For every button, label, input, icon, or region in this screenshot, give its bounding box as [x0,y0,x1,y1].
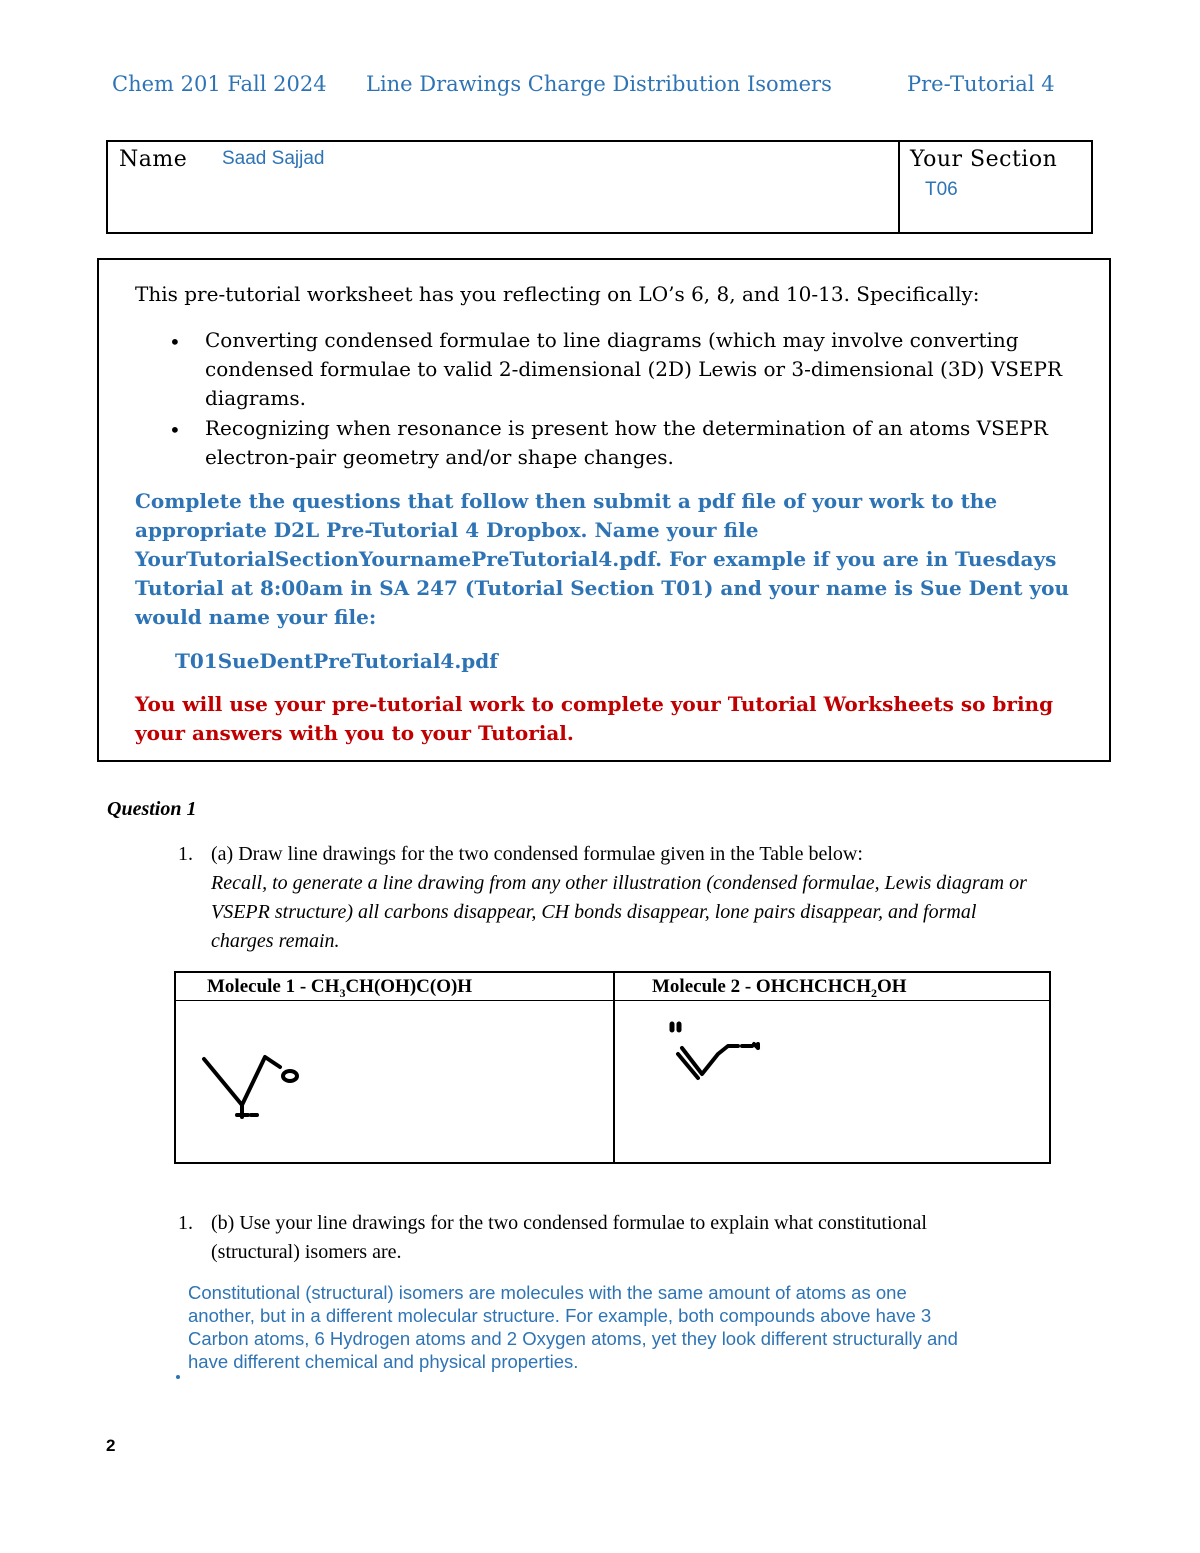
bullet-item: Converting condensed formulae to line diagrams (which may involve converting condensed formulae to valid 2-dimensional (2D) Lewis or 3-dimensional (3D) VSEPR diagrams. [205,328,1063,410]
bullet-icon: • [169,418,181,442]
intro-text: This pre-tutorial worksheet has you reflecting on LO’s 6, 8, and 10-13. Specifically: [135,282,980,306]
name-field[interactable]: Saad Sajjad [222,148,325,169]
part-b-answer[interactable]: Constitutional (structural) isomers are molecules with the same amount of atoms as one another, but in a different molecular structure. For example, both compounds above have 3 Carbon atoms, 6 Hydrogen atoms and 2 Oxygen atoms, yet they look different structurally and have different chemical and physical properties. [188,1282,958,1372]
instructions-box [97,258,1111,762]
question-title: Question 1 [107,798,197,820]
stray-mark [176,1375,180,1379]
example-filename: T01SueDentPreTutorial4.pdf [175,649,498,673]
assignment-title: Pre-Tutorial 4 [907,72,1055,96]
part-a-text: (a) Draw line drawings for the two condensed formulae given in the Table below: [211,843,863,865]
course-title: Chem 201 Fall 2024 [112,72,327,96]
page-number: 2 [106,1436,116,1455]
name-section-table [106,140,1093,234]
topic-title: Line Drawings Charge Distribution Isomers [366,72,832,96]
molecule-2-header: Molecule $2 - OHCHCHCH_2OH$ [652,976,907,1000]
part-a-recall: Recall, to generate a line drawing from any other illustration (condensed formulae, Lewis diagram or VSEPR structure) all carbons disappear, CH bonds disappear, lone pairs disappear, and formal charges remain. [211,872,1027,952]
name-label: Name [119,147,188,172]
molecule-1-header: Molecule $1 - CH_3CH(OH)C(O)H$ [207,976,473,1000]
molecule-2-drawing[interactable] [666,1018,786,1088]
section-field[interactable]: T06 [925,179,958,200]
part-a-number: 1. [178,843,193,865]
part-b-number: 1. [178,1212,193,1234]
section-label: Your Section [910,147,1058,172]
warning-text: You will use your pre-tutorial work to complete your Tutorial Worksheets so bring your answers with you to your Tutorial. [135,692,1054,745]
submission-instructions: Complete the questions that follow then submit a pdf file of your work to the appropriate D2L Pre-Tutorial 4 Dropbox. Name your file YourTutorialSectionYournamePreTutorial4.pdf. For example if you are in Tuesdays Tutorial at 8:00am in SA 247 (Tutorial Section T01) and your name is Sue Dent you would name your file: [135,489,1069,629]
bullet-item: Recognizing when resonance is present how the determination of an atoms VSEPR electron-pair geometry and/or shape changes. [205,416,1048,469]
molecule-table [174,971,1051,1164]
bullet-icon: • [169,330,181,354]
molecule-1-drawing[interactable] [196,1033,336,1123]
part-b-text: (b) Use your line drawings for the two condensed formulae to explain what constitutional (structural) isomers are. [211,1212,927,1263]
